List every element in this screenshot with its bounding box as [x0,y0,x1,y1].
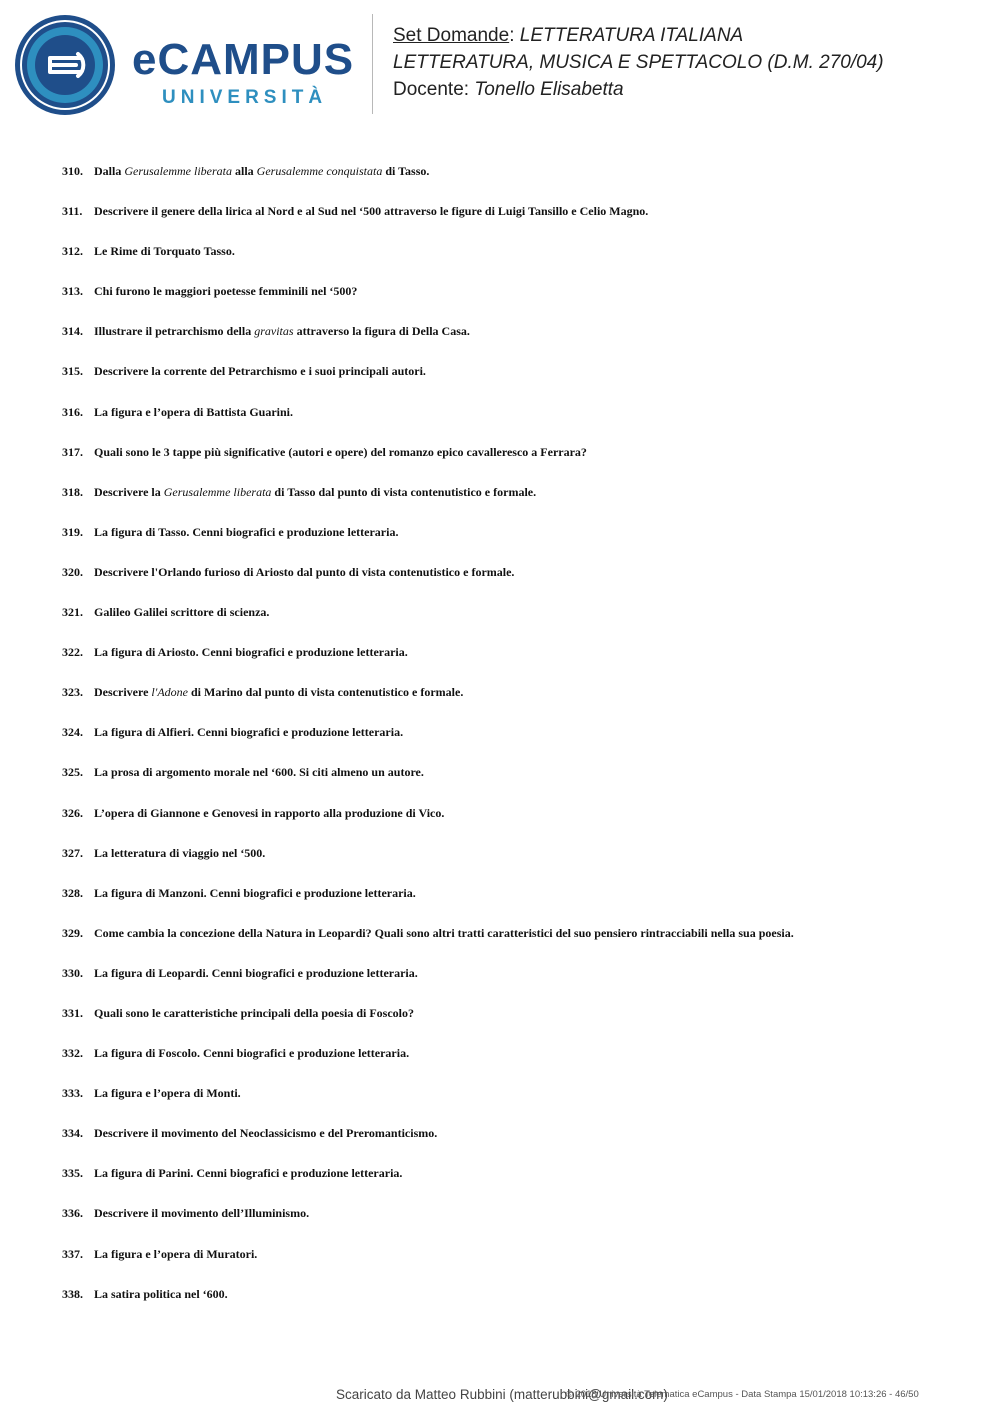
question-item [62,444,962,484]
teacher-name: Tonello Elisabetta [474,79,624,100]
question-item [62,925,962,965]
question-text [94,764,424,804]
text-fragment: La figura di Ariosto. Cenni biografici e produzione letteraria. [94,645,408,660]
text-fragment: La figura di Foscolo. Cenni biografici e produzione letteraria. [94,1046,410,1061]
text-fragment: Quali sono le 3 tappe più significative (autori e opere) del romanzo epico cavalleresco a Ferrara? [94,444,587,459]
question-number: 310. [62,164,83,178]
question-number: 328. [62,885,83,900]
question-item [62,1165,962,1205]
text-fragment: La figura di Parini. Cenni biografici e produzione letteraria. [94,1166,403,1181]
text-fragment: Descrivere il movimento del Neoclassicismo e del Preromanticismo. [94,1126,438,1141]
text-fragment: La letteratura di viaggio nel ‘500. [94,845,266,860]
ecampus-logo [14,14,359,114]
text-fragment: La figura e l’opera di Monti. [94,1086,241,1101]
italic-title: Gerusalemme liberata [124,164,232,178]
text-fragment: Descrivere la [94,484,164,499]
text-fragment: di Marino dal punto di vista contenutistico e formale. [187,685,464,700]
course-title: LETTERATURA, MUSICA E SPETTACOLO (D.M. 270/04) [393,52,884,73]
question-item [62,805,962,845]
question-text [94,524,398,564]
question-item [62,363,962,403]
question-number: 315. [62,364,83,379]
question-number: 336. [62,1206,83,1221]
question-number: 321. [62,605,83,620]
question-text [94,724,403,764]
print-info: © 2018 Università Telematica eCampus - Data Stampa 15/01/2018 10:13:26 - 46/50 [566,1389,919,1400]
text-fragment: Galileo Galilei scrittore di scienza. [94,605,270,620]
question-text [94,323,470,363]
question-item [62,885,962,925]
question-text [94,1205,309,1245]
question-text [94,925,794,965]
text-fragment: La figura di Leopardi. Cenni biografici e produzione letteraria. [94,965,418,980]
question-text [94,1286,228,1326]
question-item [62,764,962,804]
italic-title: l'Adone [151,685,188,700]
question-text [94,604,269,644]
question-item [62,644,962,684]
italic-title: Gerusalemme conquistata [256,164,383,178]
question-list [62,163,962,1326]
text-fragment: Descrivere il movimento dell’Illuminismo. [94,1206,310,1221]
question-item [62,1005,962,1045]
question-item [62,1246,962,1286]
subject-title: LETTERATURA ITALIANA [519,25,744,46]
question-text [94,965,418,1005]
text-fragment: La satira politica nel ‘600. [94,1286,228,1301]
text-fragment: Descrivere l'Orlando furioso di Ariosto dal punto di vista contenutistico e formale. [94,564,515,579]
question-text [94,644,408,684]
question-text [94,1125,437,1165]
question-item [62,243,962,283]
text-fragment: La prosa di argomento morale nel ‘600. Si citi almeno un autore. [94,765,424,780]
header-line-teacher [393,76,884,103]
question-text [94,1045,409,1085]
logo-wordmark: eCAMPUS [132,35,355,84]
question-number: 325. [62,765,83,780]
question-number: 331. [62,1005,83,1020]
text-fragment: La figura di Alfieri. Cenni biografici e produzione letteraria. [94,725,404,740]
question-text [94,163,429,203]
question-text [94,845,265,885]
question-text [94,885,416,925]
question-number: 338. [62,1286,83,1301]
text-fragment: L’opera di Giannone e Genovesi in rapporto alla produzione di Vico. [94,805,445,820]
question-text [94,805,444,845]
question-item [62,604,962,644]
italic-title: Gerusalemme liberata [163,484,272,499]
question-number: 337. [62,1246,83,1261]
question-item [62,524,962,564]
italic-title: gravitas [254,324,294,339]
set-label: Set Domande [393,25,510,46]
text-fragment: Chi furono le maggiori poetesse femminili nel ‘500? [94,284,358,299]
text-fragment: Le Rime di Torquato Tasso. [94,244,235,259]
text-fragment: Come cambia la concezione della Natura in Leopardi? Quali sono altri tratti caratteristici del suo pensiero rintracciabili nella sua poesia. [94,925,794,940]
question-item [62,404,962,444]
text-fragment: alla [232,164,257,178]
header-line-set: Set Domande: LETTERATURA ITALIANA [393,25,744,46]
question-item [62,724,962,764]
question-number: 332. [62,1046,83,1061]
text-fragment: Descrivere [94,685,152,700]
text-fragment: La figura e l’opera di Muratori. [94,1246,258,1261]
question-number: 327. [62,845,83,860]
text-fragment: di Tasso dal punto di vista contenutistico e formale. [271,484,537,499]
question-item [62,163,962,203]
question-text [94,1246,257,1286]
question-item [62,203,962,243]
question-text [94,404,293,444]
question-text [94,283,357,323]
text-fragment: Dalla [94,164,125,178]
question-text [94,564,514,604]
text-fragment: Descrivere il genere della lirica al Nord e al Sud nel ‘500 attraverso le figure di Luigi Tansillo e Celio Magno. [94,204,649,219]
question-text [94,684,463,724]
question-item [62,564,962,604]
question-number: 318. [62,484,83,499]
question-number: 313. [62,284,83,299]
question-number: 319. [62,524,83,539]
question-number: 323. [62,685,83,700]
question-item [62,484,962,524]
question-item [62,1125,962,1165]
question-item [62,1085,962,1125]
text-fragment: attraverso la figura di Della Casa. [293,324,470,339]
question-item [62,845,962,885]
question-item [62,283,962,323]
question-text [94,363,426,403]
question-item [62,1286,962,1326]
question-item [62,1045,962,1085]
question-text [94,1005,414,1045]
question-number: 324. [62,725,83,740]
question-number: 334. [62,1126,83,1141]
question-text [94,1165,402,1205]
question-text [94,1085,241,1125]
university-seal-icon [14,14,116,116]
question-number: 311. [62,204,83,219]
question-text [94,203,648,243]
question-number: 329. [62,925,83,940]
text-fragment: La figura di Tasso. Cenni biografici e produzione letteraria. [94,524,399,539]
question-number: 316. [62,404,83,419]
question-item [62,323,962,363]
question-number: 320. [62,564,83,579]
header-info [393,22,884,103]
question-item [62,965,962,1005]
download-notice: Scaricato da Matteo Rubbini (matterubbini@gmail.com) [336,1387,668,1402]
question-item [62,684,962,724]
text-fragment: Quali sono le caratteristiche principali della poesia di Foscolo? [94,1005,414,1020]
question-number: 326. [62,805,83,820]
question-text [94,484,536,524]
logo-subtitle: UNIVERSITÀ [162,87,328,108]
teacher-label: Docente: [393,79,470,100]
question-number: 322. [62,645,83,660]
question-number: 335. [62,1166,83,1181]
text-fragment: Illustrare il petrarchismo della [94,324,255,339]
question-text [94,444,587,484]
header-divider [372,14,373,114]
text-fragment: La figura e l’opera di Battista Guarini. [94,404,293,419]
question-number: 330. [62,965,83,980]
question-number: 333. [62,1086,83,1101]
question-text [94,243,235,283]
question-item [62,1205,962,1245]
question-number: 312. [62,244,83,259]
header-line-course [393,49,884,76]
question-number: 317. [62,444,83,459]
text-fragment: Descrivere la corrente del Petrarchismo e i suoi principali autori. [94,364,426,379]
text-fragment: di Tasso. [382,164,430,178]
text-fragment: La figura di Manzoni. Cenni biografici e produzione letteraria. [94,885,416,900]
question-number: 314. [62,324,83,339]
